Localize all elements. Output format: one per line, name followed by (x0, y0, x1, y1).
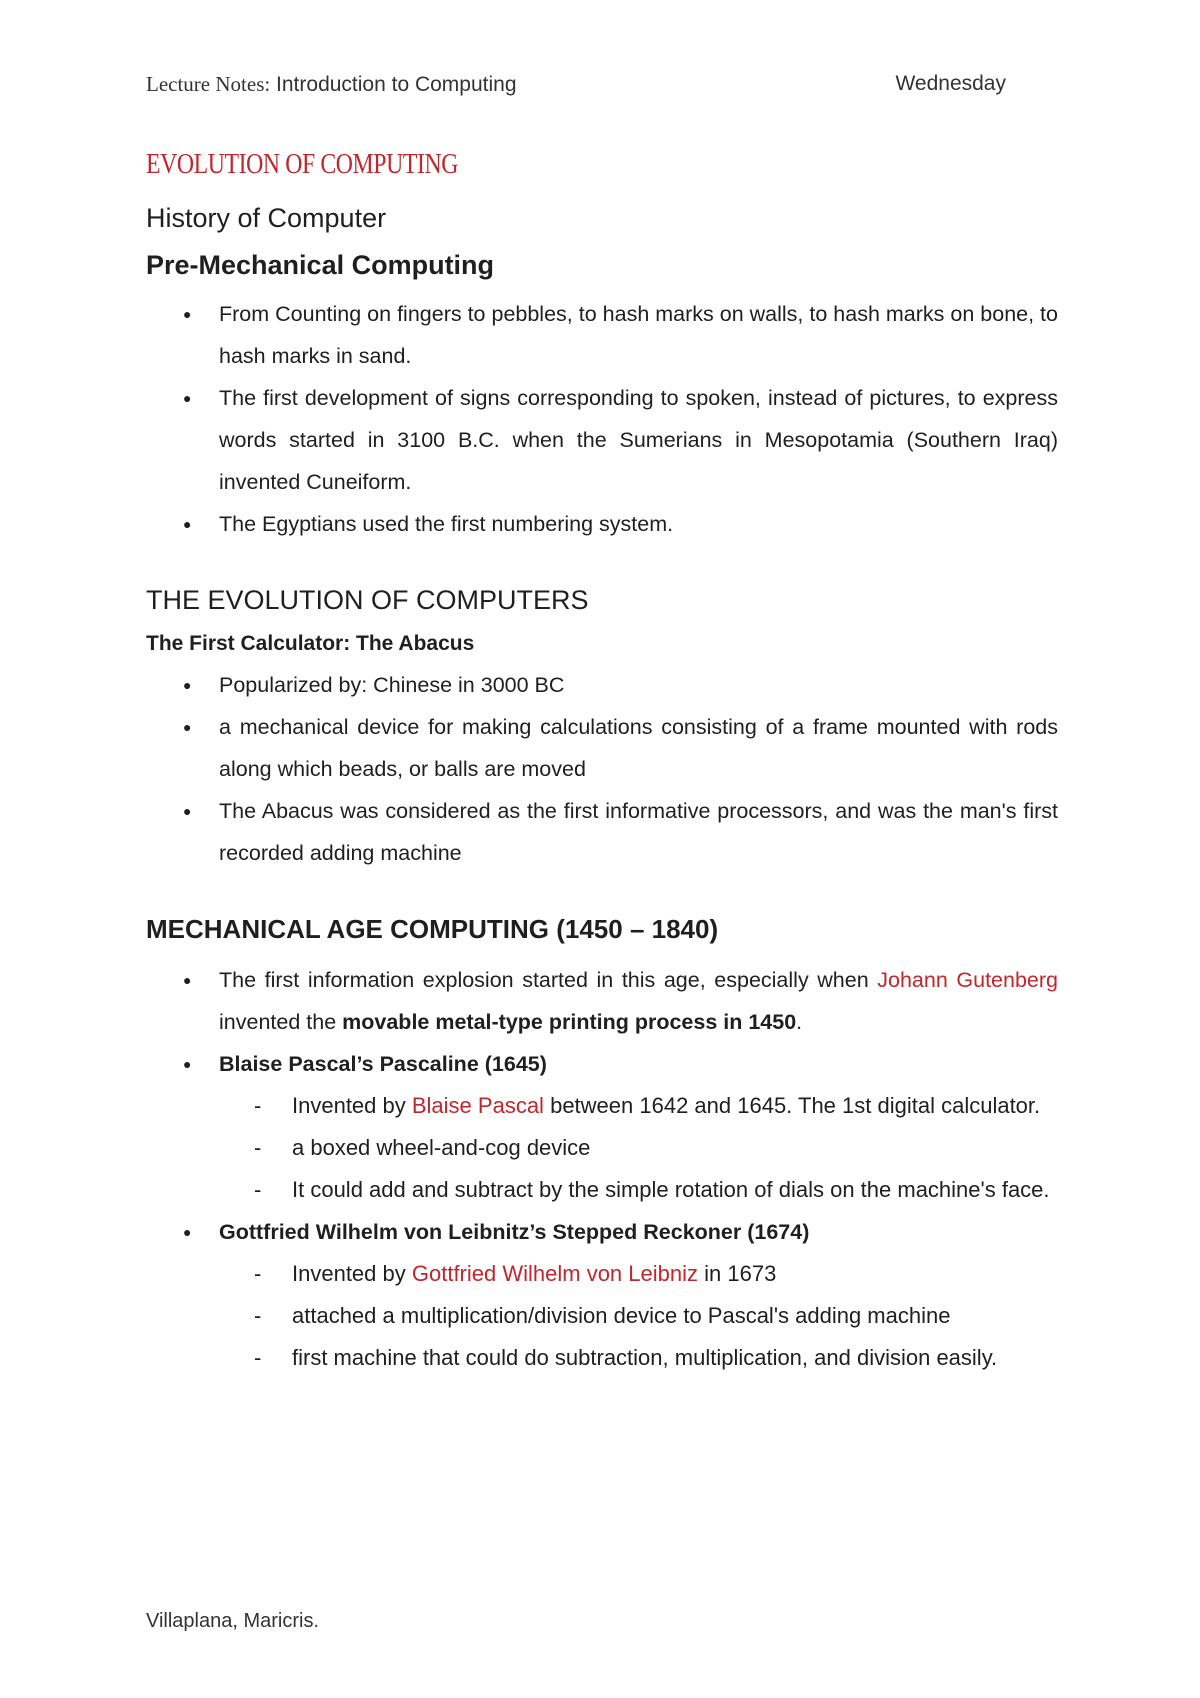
history-heading: History of Computer (146, 203, 387, 233)
leibniz-sublist-wrap (146, 1253, 1058, 1379)
gutenberg-item (146, 959, 1058, 1043)
running-header (146, 72, 1006, 97)
evolution-heading: THE EVOLUTION OF COMPUTERS (146, 585, 589, 615)
pre-mechanical-list (146, 293, 1058, 545)
abacus-list (146, 664, 1058, 874)
leibniz-name: Gottfried Wilhelm von Leibniz (411, 1261, 698, 1286)
pascal-item1-post: between 1642 and 1645. The 1st digital calculator. (550, 1093, 1041, 1118)
list-item: ● From Counting on fingers to pebbles, to hash marks on walls, to hash marks on bone, to hash marks in sand. (146, 293, 1058, 377)
header-day: Wednesday (895, 72, 1006, 95)
mechanical-age-heading: MECHANICAL AGE COMPUTING (1450 – 1840) (146, 914, 719, 944)
pre-mechanical-heading: Pre-Mechanical Computing (146, 250, 495, 280)
mechanical-list (146, 959, 1058, 1085)
leibniz-sublist (146, 1253, 1058, 1379)
list-item: ● The Abacus was considered as the first informative processors, and was the man's first recorded adding machine (146, 790, 1058, 874)
pascal-sublist (146, 1085, 1058, 1211)
header-course-title: Introduction to Computing (276, 73, 517, 96)
document-body (146, 148, 1058, 1379)
page-footer-author: Villaplana, Maricris. (146, 1610, 320, 1632)
pascal-name: Blaise Pascal (411, 1093, 544, 1118)
gutenberg-name: Johann Gutenberg (877, 968, 1058, 992)
gutenberg-text-mid: invented the (219, 1010, 337, 1034)
abacus-subheading: The First Calculator: The Abacus (146, 632, 475, 655)
gutenberg-text-post: . (796, 1010, 803, 1034)
list-item: - a boxed wheel-and-cog device (146, 1127, 1058, 1169)
pascal-sublist-wrap (146, 1085, 1058, 1211)
pascal-heading: ● Blaise Pascal’s Pascaline (1645) (146, 1043, 1058, 1085)
leibniz-item1-pre: Invented by (292, 1261, 406, 1286)
leibniz-heading: ● Gottfried Wilhelm von Leibnitz’s Stepped Reckoner (1674) (146, 1211, 1058, 1253)
list-item (146, 1085, 1058, 1127)
pascal-item1-pre: Invented by (292, 1093, 406, 1118)
leibniz-item1-post: in 1673 (704, 1261, 777, 1286)
page-title: EVOLUTION OF COMPUTING (146, 148, 459, 180)
header-left (146, 72, 517, 97)
list-item: ● a mechanical device for making calculations consisting of a frame mounted with rods along which beads, or balls are moved (146, 706, 1058, 790)
list-item: ● The Egyptians used the first numbering system. (146, 503, 1058, 545)
leibniz-list (146, 1211, 1058, 1253)
list-item: - attached a multiplication/division device to Pascal's adding machine (146, 1295, 1058, 1337)
gutenberg-text-pre: The first information explosion started in this age, especially when (219, 968, 869, 992)
header-prefix: Lecture Notes: (146, 72, 271, 96)
gutenberg-bold-text: movable metal-type printing process in 1450 (342, 1010, 797, 1034)
list-item: - first machine that could do subtraction, multiplication, and division easily. (146, 1337, 1058, 1379)
list-item: - It could add and subtract by the simple rotation of dials on the machine's face. (146, 1169, 1058, 1211)
list-item (146, 1253, 1058, 1295)
list-item: ● Popularized by: Chinese in 3000 BC (146, 664, 1058, 706)
list-item: ● The first development of signs corresponding to spoken, instead of pictures, to express words started in 3100 B.C. when the Sumerians in Mesopotamia (Southern Iraq) invented Cuneiform. (146, 377, 1058, 503)
